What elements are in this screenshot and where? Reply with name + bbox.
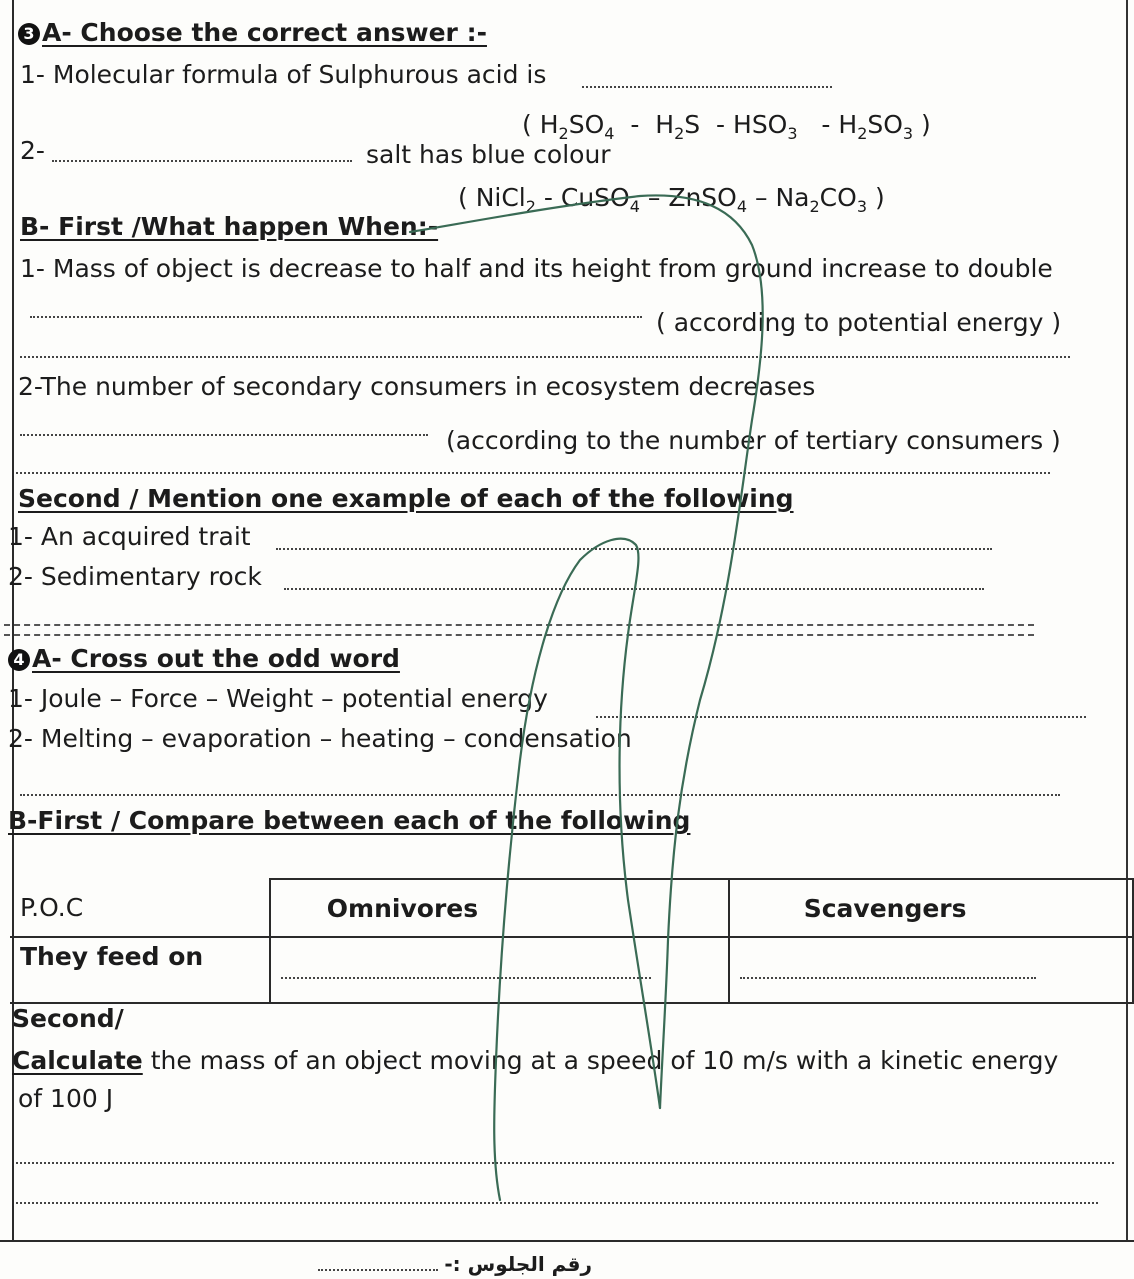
q1-text: 1- Molecular formula of Sulphurous acid is	[20, 60, 547, 89]
q1-answer-blank[interactable]	[582, 86, 832, 88]
header-poc: P.O.C	[10, 879, 270, 937]
q2-option-3[interactable]: ZnSO$_4$	[668, 183, 748, 216]
odd-word-q1: 1- Joule – Force – Weight – potential energy	[8, 684, 548, 713]
seat-number-blank[interactable]	[318, 1257, 438, 1271]
mention-item-1: 1- An acquired trait	[8, 522, 251, 551]
seat-number-field	[318, 1252, 592, 1276]
comparison-table	[10, 878, 1134, 1004]
row-label-feed-on: They feed on	[10, 937, 270, 1003]
mention-title: Second / Mention one example of each of the following	[18, 484, 794, 513]
calc-blank-1[interactable]	[16, 1162, 1114, 1164]
scavengers-answer-cell[interactable]	[729, 937, 1133, 1003]
odd-word-blank-1[interactable]	[596, 716, 1086, 718]
page-border-bottom	[0, 1240, 1134, 1242]
wh-q1-blank-1[interactable]	[30, 316, 642, 318]
wh-q2-text: 2-The number of secondary consumers in ecosystem decreases	[18, 372, 816, 401]
calc-blank-2[interactable]	[16, 1202, 1098, 1204]
scavengers-blank[interactable]	[740, 959, 1036, 979]
section3-parta-title: A- Choose the correct answer :-	[42, 18, 487, 47]
q1-options: ( $H_2SO_4 - H_2S - HSO_3 - H_2SO_3$ )	[522, 110, 931, 143]
mention-blank-2[interactable]	[284, 588, 984, 590]
q1-option-2[interactable]: $H_2S$	[655, 110, 701, 143]
wh-q2-blank-1[interactable]	[20, 434, 428, 436]
q2-answer-blank[interactable]	[52, 160, 352, 162]
calc-keyword: Calculate	[12, 1046, 143, 1075]
section3-badge: 3	[18, 23, 40, 45]
section4-heading	[8, 644, 400, 674]
header-scavengers: Scavengers	[729, 879, 1133, 937]
calc-question	[12, 1046, 1058, 1076]
section-separator	[4, 624, 1034, 636]
section4-parta-title: A- Cross out the odd word	[32, 644, 400, 673]
wh-q2-blank-2[interactable]	[16, 472, 1050, 474]
calc-question-text: the mass of an object moving at a speed of 10 m/s with a kinetic energy	[142, 1046, 1059, 1075]
wh-q1-text: 1- Mass of object is decrease to half and its height from ground increase to double	[20, 254, 1053, 283]
q2-option-1[interactable]: NiCl$_2$	[475, 183, 536, 216]
mention-blank-1[interactable]	[276, 548, 992, 550]
q1-option-3[interactable]: $HSO_3$	[733, 110, 798, 143]
odd-word-blank-2[interactable]	[20, 794, 1060, 796]
what-happen-title: B- First /What happen When:-	[20, 212, 439, 241]
table-row	[10, 937, 1133, 1003]
section3-heading	[18, 18, 487, 48]
q2-number: 2-	[20, 136, 45, 165]
omnivores-blank[interactable]	[281, 959, 651, 979]
compare-title: B-First / Compare between each of the following	[8, 806, 691, 835]
section4-badge: 4	[8, 649, 30, 671]
mention-item-2: 2- Sedimentary rock	[8, 562, 262, 591]
q1-option-1[interactable]: $H_2SO_4$	[539, 110, 615, 143]
omnivores-answer-cell[interactable]	[270, 937, 729, 1003]
seat-number-label: رقم الجلوس :-	[444, 1252, 592, 1276]
q2-option-4[interactable]: $Na_2CO_3$	[775, 183, 867, 216]
wh-q2-note: (according to the number of tertiary consumers )	[446, 426, 1061, 455]
q2-option-2[interactable]: CuSO$_4$	[560, 183, 640, 216]
second-title: Second/	[12, 1004, 124, 1033]
page-border-right	[1126, 0, 1128, 1240]
q2-text: salt has blue colour	[366, 140, 611, 169]
q2-options: ( NiCl$_2$ - CuSO$_4$ – ZnSO$_4$ – $Na_2CO_3$ )	[458, 183, 885, 216]
wh-q1-blank-2[interactable]	[20, 356, 1070, 358]
calc-question-line2: of 100 J	[18, 1084, 114, 1113]
q1-option-4[interactable]: $H_2SO_3$	[838, 110, 914, 143]
odd-word-q2: 2- Melting – evaporation – heating – condensation	[8, 724, 632, 753]
wh-q1-note: ( according to potential energy )	[656, 308, 1062, 337]
table-header-row	[10, 879, 1133, 937]
header-omnivores: Omnivores	[270, 879, 729, 937]
